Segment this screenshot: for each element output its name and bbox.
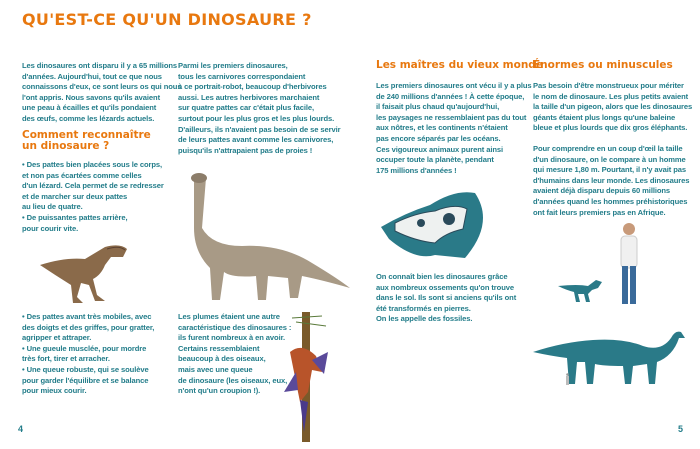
tiny-human-silhouette [565,373,570,385]
bullet-list-1: • Des pattes bien placées sous le corps, et non pas écartées comme celles d'un lézard. Cela permet de se redresser et de marcher sur deux pattes au lieu de quatre. • De puissantes pattes arrière, pour courir vite. [22,160,164,233]
section-heading-old-world: Les maîtres du vieux monde [376,59,543,71]
sizes-paragraph: Pas besoin d'être monstrueux pour mériter le nom de dinosaure. Les plus petits avaient la taille d'un pigeon, alors que les dinosaures géants étaient plus longs qu'une baleine bleue et plus lourds que dix gros éléphants. [533,81,693,133]
page-title: QU'EST-CE QU'UN DINOSAURE ? [22,10,312,29]
feathers-paragraph: Les plumes étaient une autre caractéristique des dinosaures : ils furent nombreux à en avoir. Certains ressemblaient beaucoup à des oiseaux, mais avec une queue de dinosaure (les oiseaux, eux, n'ont qu'un croupion !). [178,312,292,396]
feathered-dinosaur-illustration [282,312,332,442]
sauropod-silhouette [533,328,688,388]
herbivores-paragraph: Parmi les premiers dinosaures, tous les carnivores correspondaient à ce portrait-robot, beaucoup d'herbivores aussi. Les autres herbivores marchaient sur quatre pattes car c'était plus facile, surtout pour les plus gros et les plus lourds. D'ailleurs, ils n'avaient pas besoin de se servir de leurs pattes avant comme les carnivores, puisqu'ils n'attrapaient pas de proies ! [178,61,341,155]
page-number-left: 4 [18,424,24,434]
old-world-paragraph: Les premiers dinosaures ont vécu il y a plus de 240 millions d'années ! À cette époque, il faisait plus chaud qu'aujourd'hui, les paysages ne ressemblaient pas du tout aux nôtres, et les continents n'étaient pas encore séparés par les océans. Ces vigoureux animaux purent ainsi occuper toute la planète, pendant 175 millions d'années ! [376,81,532,175]
intro-paragraph: Les dinosaures ont disparu il y a 65 millions d'années. Aujourd'hui, tout ce que nous connaissons d'eux, ce sont leurs os qui nous l'ont appris. Nous savons qu'ils avaient une peau à écailles et qu'ils pondaient des œufs, comme les lézards actuels. [22,61,182,123]
fossils-paragraph: On connaît bien les dinosaures grâce aux nombreux ossements qu'on trouve dans le sol. Ils sont si anciens qu'ils ont été transformés en pierres. On les appelle des fossiles. [376,272,517,324]
section-heading-recognize: Comment reconnaître un dinosaure ? [22,129,151,152]
small-dinosaur-silhouette [558,278,603,302]
comparison-paragraph: Pour comprendre en un coup d'œil la taille d'un dinosaure, on le compare à un homme qui mesure 1,80 m. Pourtant, il n'y avait pas d'humains dans leur monde. Les dinosaures avaient déjà disparu depuis 60 millions d'années quand les hommes préhistoriques ont fait leurs premiers pas en Afrique. [533,144,690,217]
section-heading-huge-or-tiny: Énormes ou minuscules [533,59,673,71]
page-number-right: 5 [678,424,684,434]
human-figure-illustration [614,222,644,308]
t-rex-illustration [35,235,135,307]
dinosaur-skull-illustration [375,183,500,268]
sauropod-illustration [172,168,352,308]
bullet-list-2: • Des pattes avant très mobiles, avec des doigts et des griffes, pour gratter, agripper et attraper. • Une gueule musclée, pour mordre très fort, tirer et arracher. • Une queue robuste, qui se soulève pour garder l'équilibre et se balance pour mieux courir. [22,312,155,396]
